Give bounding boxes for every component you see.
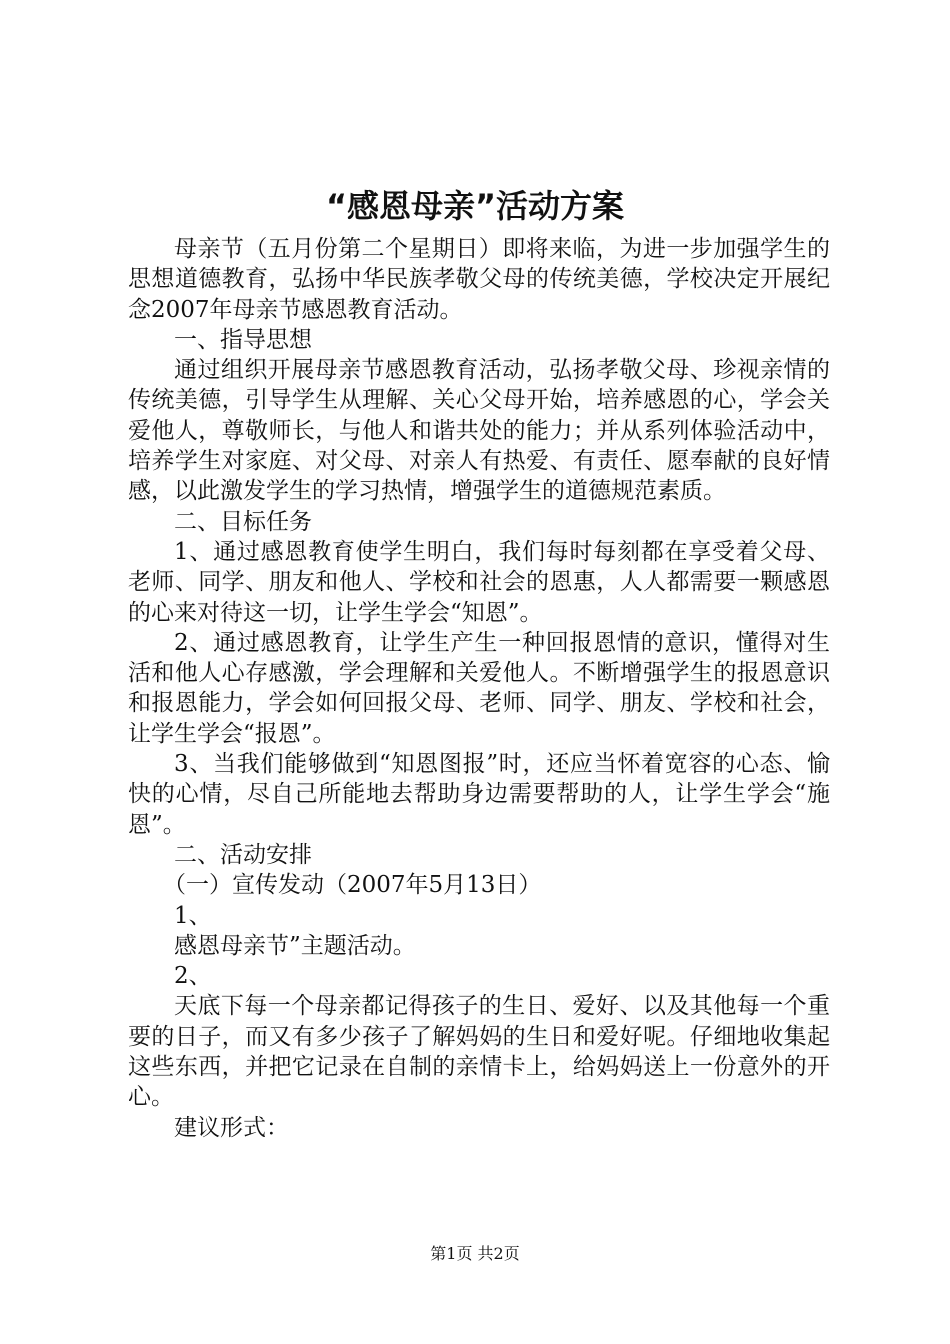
goal-item-3: 3、当我们能够做到“知恩图报”时，还应当怀着宽容的心态、愉快的心情，尽自己所能地去帮助身边需要帮助的人，让学生学会“施恩”。	[128, 751, 830, 838]
list-marker-1: 1、	[174, 902, 212, 929]
section-heading-goals: 二、目标任务	[174, 508, 312, 535]
page-footer: 第1页 共2页	[430, 1244, 520, 1263]
suggested-format-label: 建议形式：	[174, 1114, 289, 1141]
subsection-heading-promotion: （一）宣传发动（2007年5月13日）	[163, 872, 542, 899]
list-marker-2: 2、	[174, 963, 212, 990]
activity-2-text: 天底下每一个母亲都记得孩子的生日、爱好、以及其他每一个重要的日子，而又有多少孩子了解妈妈的生日和爱好呢。仔细地收集起这些东西，并把它记录在自制的亲情卡上，给妈妈送上一份意外的开心。	[128, 993, 830, 1111]
activity-1-text: 感恩母亲节”主题活动。	[174, 932, 416, 959]
document-title: “感恩母亲”活动方案	[325, 187, 625, 225]
document-body	[128, 234, 830, 1143]
goal-item-2: 2、通过感恩教育，让学生产生一种回报恩情的意识，懂得对生活和他人心存感激，学会理解和关爱他人。不断增强学生的报恩意识和报恩能力，学会如何回报父母、老师、同学、朋友、学校和社会，让学生学会“报恩”。	[128, 629, 830, 747]
goal-item-1: 1、通过感恩教育使学生明白，我们每时每刻都在享受着父母、老师、同学、朋友和他人、学校和社会的恩惠，人人都需要一颗感恩的心来对待这一切，让学生学会“知恩”。	[128, 538, 830, 626]
section-heading-guiding-thought: 一、指导思想	[174, 326, 312, 353]
section-heading-activities: 二、活动安排	[174, 841, 312, 868]
guiding-thought-paragraph: 通过组织开展母亲节感恩教育活动，弘扬孝敬父母、珍视亲情的传统美德，引导学生从理解、关心父母开始，培养感恩的心，学会关爱他人，尊敬师长，与他人和谐共处的能力；并从系列体验活动中，培养学生对家庭、对父母、对亲人有热爱、有责任、愿奉献的良好情感，以此激发学生的学习热情，增强学生的道德规范素质。	[128, 357, 830, 505]
intro-paragraph: 母亲节（五月份第二个星期日）即将来临，为进一步加强学生的思想道德教育，弘扬中华民族孝敬父母的传统美德，学校决定开展纪念2007年母亲节感恩教育活动。	[128, 236, 830, 323]
